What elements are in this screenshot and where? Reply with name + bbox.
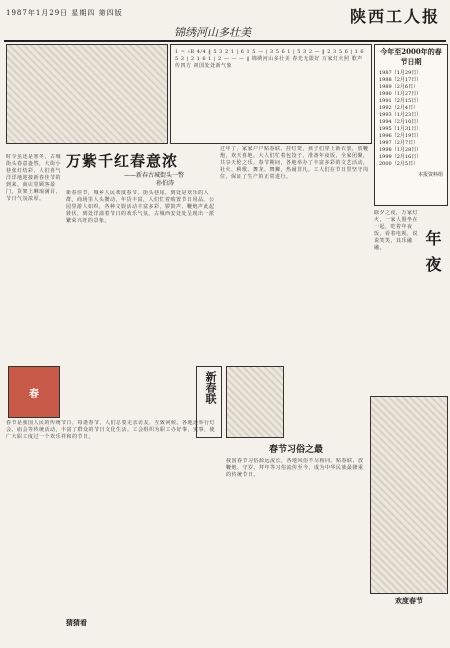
calendar-title: 今年至2000年的春节日期 [380,47,442,66]
masthead [4,4,446,42]
new-year-caption: 欢度春节 [395,596,423,605]
spring-custom-title: 春节习俗之最 [268,445,323,455]
calendar-note: 本报资料组 [417,172,443,178]
calendar-row: 1993（1月23日） [379,112,422,118]
calendar-row: 1999（2月16日） [379,154,422,160]
issue-date: 1987年1月29日 星期四 第四版 [6,9,123,17]
bottom-strip-title: 猜猜看 [66,618,87,627]
calendar-row: 1988（2月17日） [379,77,422,83]
spring-festival-calendar [374,44,448,206]
lantern-art [226,366,284,438]
lead-author: 孙伯涛 [156,180,175,187]
calendar-row: 1996（2月19日） [379,133,422,139]
new-year-image [370,396,448,594]
lead-subtitle: ——新春古城街头一瞥 [124,172,185,179]
calendar-row: 1987（1月29日） [379,70,422,76]
calendar-row: 2000（2月5日） [379,161,419,167]
calendar-row: 1995（1月31日） [379,126,422,132]
banner-calligraphy: 锦绣河山多壮美 [174,26,251,39]
festival-illustration [6,44,168,144]
lead-article: 万紫千红春意浓 ——新春古城街头一瞥 孙伯涛 时令虽还是寒冬，古城街头春意盎然，大街小巷张灯结彩，人们喜气洋洋地迎接新春佳节的到来。商店里顾客盈门，货架上琳琅满目，节日气氛浓厚。 新春佳节，城乡人民欢度春节。街头巷尾，到处是欢乐的人群。商场里人头攒动，年货丰富，人们忙着购置节日用品。公园里游人如织，各种文娱活动丰富多彩，锣鼓声、鞭炮声此起彼伏，到处洋溢着节日的欢乐气氛。古城西安处处呈现出一派繁荣兴旺的景象。 [6,152,215,224]
calendar-row: 1989（2月6日） [379,84,419,90]
calendar-row: 1990（1月27日） [379,91,422,97]
music-score: 1 = ♭B 4/4 ‖ 5 3 2 1 | 6 1 5 — | 3 5 6 1 | 5 3 2 — ‖ 2 3 5 6 | 1 6 5 3 | 2 1 6 1 | 2 — — — ‖ 锦绣河山多壮美 春光无限好 万家灯火照 歌声传四方 祖国处处新气象 [170,44,372,144]
year-night-title: 年夜 [423,230,442,282]
paper-name: 陕西工人报 [349,7,440,26]
calendar-row: 1992（2月4日） [379,105,419,111]
couplet-title: 新春联 [204,371,217,404]
calendar-rows [375,70,447,168]
calendar-row: 1998（1月28日） [379,147,422,153]
year-night-article: 年夜 除夕之夜，万家灯火，一家人围坐在一起，吃着年夜饭，看着电视，说说笑笑，其乐融融。 [374,210,442,282]
bottom-left-articles: 春节是我国人民的传统节日，每逢春节，人们总要走亲访友，互致问候。各地还举行灯会、庙会等传统活动，丰富了群众的节日文化生活。工会组织为职工办好事、实事，使广大职工度过一个欢乐祥和的节日。 猜猜看 [6,420,216,627]
lead-headline: 万紫千红春意浓 [66,152,179,170]
calendar-row: 1997（2月7日） [379,140,419,146]
spring-custom-article: 春节习俗之最 我国春节习俗源远流长，各地风俗不尽相同。贴春联、放鞭炮、守岁、拜年等习俗流传至今，成为中华民族最隆重的传统节日。 [226,442,366,592]
center-column: 过年了，家家户户贴春联、挂灯笼，孩子们穿上新衣裳，放鞭炮，欢天喜地。大人们忙着包饺子，准备年夜饭，全家团聚，共享天伦之乐。春节期间，各地举办了丰富多彩的文艺活动，社火、秧歌、舞龙、舞狮，热闹非凡。工人们在节日里坚守岗位，保证了生产的正常进行。 [220,146,369,180]
seal-emblem: 春 [8,366,60,418]
calendar-row: 1991（2月15日） [379,98,422,104]
calendar-row: 1994（2月10日） [379,119,422,125]
